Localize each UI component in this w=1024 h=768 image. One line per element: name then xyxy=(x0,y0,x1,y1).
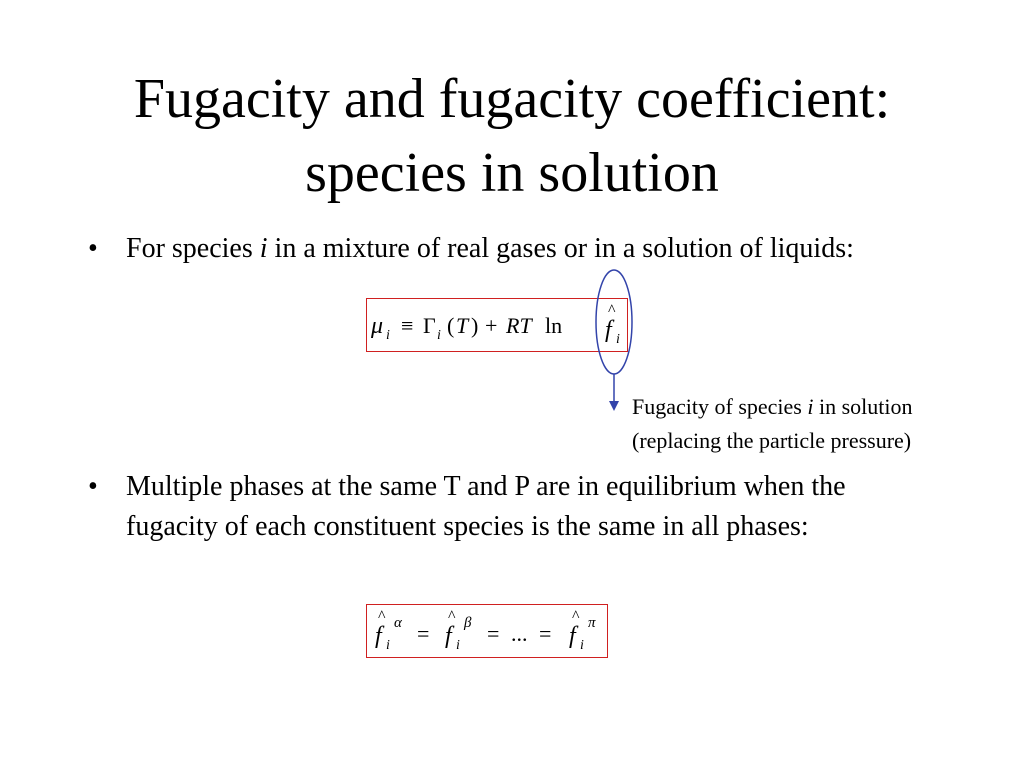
eq1-mu-sub: i xyxy=(386,328,390,343)
equation-chemical-potential xyxy=(366,298,628,352)
eq2-dots: ... xyxy=(511,621,528,646)
eq2-eq3: = xyxy=(539,621,552,646)
title-line-2: species in solution xyxy=(305,142,719,204)
slide-title xyxy=(0,62,1024,210)
eq2-pi: π xyxy=(588,615,596,631)
annotation-line-1 xyxy=(632,390,913,424)
eq1-f-sub: i xyxy=(616,332,620,347)
eq1-f-hat: ^ xyxy=(608,302,616,319)
eq1-ln: ln xyxy=(545,313,563,338)
eq1-gamma-sub: i xyxy=(437,328,441,343)
bullet-1-text-start: For species xyxy=(126,233,260,264)
eq2-f1: f xyxy=(375,623,382,649)
eq1-equiv: ≡ xyxy=(401,313,414,338)
bullet-marker: • xyxy=(88,471,98,502)
eq1-rparen: ) xyxy=(471,313,479,338)
annotation-line-2: (replacing the particle pressure) xyxy=(632,428,912,453)
annotation-line-1-start: Fugacity of species xyxy=(632,394,808,419)
bullet-1-text-end: in a mixture of real gases or in a solution of liquids: xyxy=(267,233,854,264)
equation-2-render xyxy=(367,605,607,657)
bullet-1-italic-i: i xyxy=(259,233,268,264)
annotation-italic-i: i xyxy=(807,394,814,419)
eq1-mu: μ xyxy=(371,313,384,339)
eq1-lparen: ( xyxy=(447,313,455,338)
annotation-line-1-end: in solution xyxy=(813,394,913,419)
eq1-gamma: Γ xyxy=(423,313,436,338)
eq2-f3-sub: i xyxy=(580,638,584,653)
eq2-f3-hat: ^ xyxy=(572,608,580,625)
eq1-RT: RT xyxy=(506,313,532,338)
eq2-f2: f xyxy=(445,623,452,649)
equation-1-render xyxy=(367,299,627,351)
eq1-f: f xyxy=(605,317,612,343)
bullet-1-text xyxy=(126,229,926,269)
equation-fugacity-equality xyxy=(366,604,608,658)
eq2-f1-sub: i xyxy=(386,638,390,653)
annotation-arrowhead xyxy=(609,401,619,411)
eq2-f3: f xyxy=(569,623,576,649)
eq2-eq1: = xyxy=(417,621,430,646)
eq2-beta: β xyxy=(464,615,472,631)
eq2-alpha: α xyxy=(394,615,402,631)
eq2-f1-hat: ^ xyxy=(378,608,386,625)
bullet-marker: • xyxy=(88,233,98,264)
bullet-2-text: Multiple phases at the same T and P are in equilibrium when the fugacity of each constituent species is the same in all phases: xyxy=(126,471,846,542)
eq2-f2-hat: ^ xyxy=(448,608,456,625)
annotation-note xyxy=(632,390,913,458)
eq2-eq2: = xyxy=(487,621,500,646)
eq1-plus: + xyxy=(485,313,498,338)
eq2-f2-sub: i xyxy=(456,638,460,653)
eq1-T: T xyxy=(456,313,469,338)
title-line-1: Fugacity and fugacity coefficient: xyxy=(133,68,891,130)
